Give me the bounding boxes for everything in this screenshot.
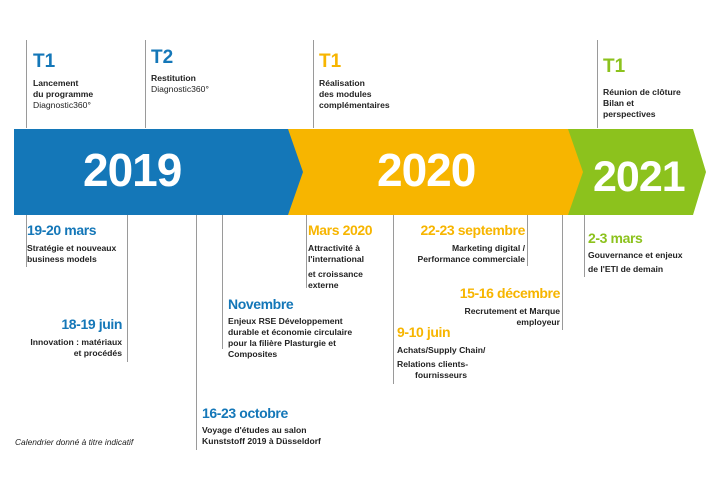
event-line: pour la filière Plasturgie et [228, 338, 336, 348]
milestone-line: Bilan et [603, 98, 635, 108]
event-line: Achats/Supply Chain/ [397, 345, 486, 355]
event-line: Stratégie et nouveaux [27, 243, 117, 253]
event-line: fournisseurs [415, 370, 468, 380]
footnote: Calendrier donné à titre indicatif [15, 437, 134, 447]
event-date: 9-10 juin [397, 324, 451, 340]
event-line: employeur [516, 317, 560, 327]
milestone-period: T1 [603, 56, 626, 77]
event-line: Innovation : matériaux [30, 337, 122, 347]
milestone-line: complémentaires [319, 100, 390, 110]
event-date: 16-23 octobre [202, 405, 288, 421]
year-2020-label: 2020 [377, 144, 476, 196]
milestone-top-3 [319, 52, 390, 111]
event-line: Performance commerciale [417, 254, 525, 264]
milestone-line: Lancement [33, 78, 79, 88]
event-15-16-decembre [400, 286, 560, 328]
event-18-19-juin [0, 317, 122, 359]
event-line: Marketing digital / [451, 243, 525, 253]
event-2-3-mars [588, 231, 683, 275]
event-line: Enjeux RSE Développement [228, 316, 343, 326]
event-line: Recrutement et Marque [464, 306, 560, 316]
event-date: 19-20 mars [27, 222, 97, 238]
milestone-top-4 [603, 57, 681, 120]
milestone-line: perspectives [603, 109, 656, 119]
milestone-detail: Diagnostic360° [151, 84, 209, 94]
event-date: 22-23 septembre [420, 222, 525, 238]
milestone-top-2 [151, 48, 209, 95]
event-16-23-octobre [202, 406, 321, 447]
event-line: l'international [308, 254, 364, 264]
event-date: 18-19 juin [61, 316, 122, 332]
event-line: business models [27, 254, 97, 264]
milestone-line: des modules [319, 89, 372, 99]
milestone-line: Restitution [151, 73, 196, 83]
event-19-20-mars [27, 223, 116, 265]
event-line: Gouvernance et enjeux [588, 250, 683, 260]
event-date: Mars 2020 [308, 222, 373, 238]
milestone-period: T1 [319, 51, 342, 72]
event-line: Attractivité à [308, 243, 361, 253]
event-line: externe [308, 280, 339, 290]
event-line: Composites [228, 349, 278, 359]
milestone-detail: Diagnostic360° [33, 100, 91, 110]
event-line: Kunststoff 2019 à Düsseldorf [202, 436, 321, 446]
milestone-top-1 [33, 52, 93, 111]
milestone-period: T2 [151, 47, 174, 68]
event-line: Relations clients- [397, 359, 469, 369]
event-line: et croissance [308, 269, 363, 279]
milestone-line: Réalisation [319, 78, 365, 88]
event-date: Novembre [228, 296, 294, 312]
event-novembre [228, 297, 352, 360]
event-line: durable et économie circulaire [228, 327, 353, 337]
event-line: de l'ETI de demain [588, 264, 664, 274]
event-9-10-juin [397, 325, 485, 381]
milestone-line: Réunion de clôture [603, 87, 681, 97]
event-line: et procédés [73, 348, 122, 358]
event-22-23-septembre [355, 223, 525, 265]
milestone-period: T1 [33, 51, 56, 72]
event-line: Voyage d'études au salon [202, 425, 307, 435]
year-2021-label: 2021 [593, 153, 685, 201]
event-date: 15-16 décembre [459, 285, 560, 301]
year-2019-label: 2019 [83, 144, 182, 196]
milestone-line: du programme [33, 89, 94, 99]
event-date: 2-3 mars [588, 230, 643, 246]
